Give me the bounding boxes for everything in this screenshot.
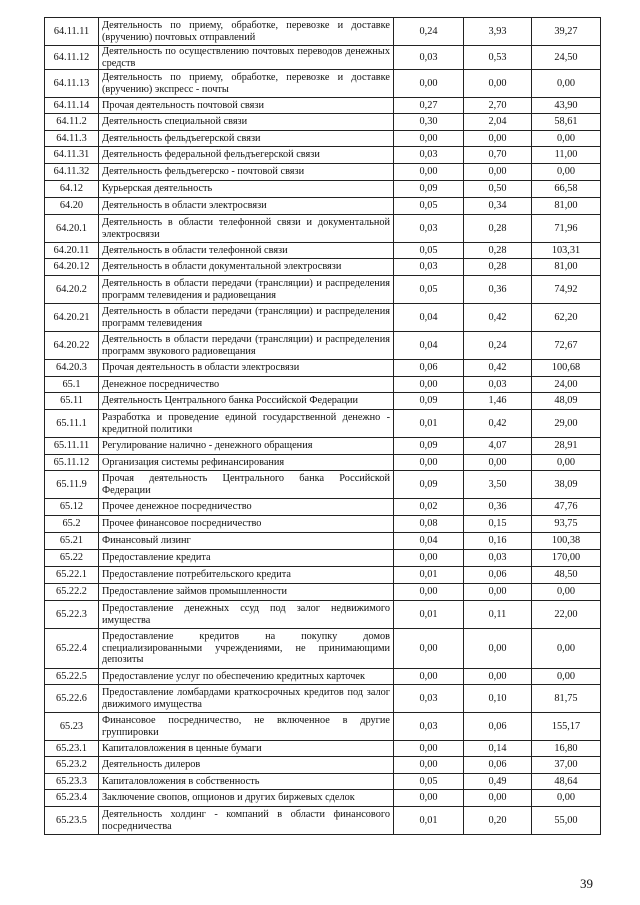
value-1-cell: 0,04 bbox=[394, 332, 464, 360]
activity-code-cell: 64.20.12 bbox=[45, 259, 99, 276]
activity-code-cell: 64.20 bbox=[45, 198, 99, 215]
activity-code-cell: 64.11.2 bbox=[45, 114, 99, 131]
activity-code-cell: 64.11.31 bbox=[45, 147, 99, 164]
table-row bbox=[45, 377, 601, 393]
activity-code-cell: 65.22.5 bbox=[45, 669, 99, 685]
table-row bbox=[45, 757, 601, 774]
activity-code-cell: 65.23.3 bbox=[45, 774, 99, 790]
value-1-cell: 0,03 bbox=[394, 713, 464, 741]
value-1-cell: 0,00 bbox=[394, 584, 464, 601]
activity-name-cell: Деятельность в области телефонной связи и документальной электросвязи bbox=[99, 215, 394, 243]
activity-name-cell: Денежное посредничество bbox=[99, 377, 394, 393]
activity-name-cell: Деятельность по осуществлению почтовых переводов денежных средств bbox=[99, 46, 394, 70]
activity-name-cell: Деятельность в области телефонной связи bbox=[99, 243, 394, 259]
table-row bbox=[45, 629, 601, 669]
value-3-cell: 48,09 bbox=[532, 393, 601, 410]
table-row bbox=[45, 774, 601, 790]
value-2-cell: 0,20 bbox=[464, 807, 532, 835]
value-2-cell: 0,53 bbox=[464, 46, 532, 70]
activity-code-cell: 65.11 bbox=[45, 393, 99, 410]
activity-code-cell: 65.23.2 bbox=[45, 757, 99, 774]
activity-code-cell: 65.1 bbox=[45, 377, 99, 393]
activity-name-cell: Деятельность в области передачи (трансляции) и распределения программ телевидения и радиовещания bbox=[99, 276, 394, 304]
activity-code-cell: 65.11.12 bbox=[45, 455, 99, 471]
value-2-cell: 0,16 bbox=[464, 533, 532, 550]
value-1-cell: 0,00 bbox=[394, 790, 464, 807]
value-2-cell: 0,24 bbox=[464, 332, 532, 360]
activity-name-cell: Курьерская деятельность bbox=[99, 181, 394, 198]
table-row bbox=[45, 243, 601, 259]
value-3-cell: 72,67 bbox=[532, 332, 601, 360]
value-2-cell: 0,10 bbox=[464, 685, 532, 713]
table-row bbox=[45, 713, 601, 741]
value-1-cell: 0,03 bbox=[394, 259, 464, 276]
activity-name-cell: Предоставление потребительского кредита bbox=[99, 567, 394, 584]
activity-name-cell: Предоставление услуг по обеспечению кредитных карточек bbox=[99, 669, 394, 685]
value-2-cell: 0,03 bbox=[464, 377, 532, 393]
activity-name-cell: Деятельность фельдъегерско - почтовой связи bbox=[99, 164, 394, 181]
table-row bbox=[45, 584, 601, 601]
value-3-cell: 0,00 bbox=[532, 669, 601, 685]
value-3-cell: 47,76 bbox=[532, 499, 601, 516]
activity-code-cell: 65.23 bbox=[45, 713, 99, 741]
value-2-cell: 0,06 bbox=[464, 567, 532, 584]
activity-name-cell: Капиталовложения в ценные бумаги bbox=[99, 741, 394, 757]
value-2-cell: 0,42 bbox=[464, 410, 532, 438]
value-2-cell: 0,00 bbox=[464, 70, 532, 98]
value-3-cell: 58,61 bbox=[532, 114, 601, 131]
activity-code-cell: 65.23.1 bbox=[45, 741, 99, 757]
value-1-cell: 0,00 bbox=[394, 741, 464, 757]
activity-code-cell: 65.22.6 bbox=[45, 685, 99, 713]
value-3-cell: 74,92 bbox=[532, 276, 601, 304]
value-3-cell: 93,75 bbox=[532, 516, 601, 533]
value-3-cell: 0,00 bbox=[532, 131, 601, 147]
value-1-cell: 0,00 bbox=[394, 669, 464, 685]
value-3-cell: 24,00 bbox=[532, 377, 601, 393]
table-row bbox=[45, 70, 601, 98]
value-1-cell: 0,01 bbox=[394, 410, 464, 438]
activity-code-cell: 64.20.22 bbox=[45, 332, 99, 360]
value-3-cell: 28,91 bbox=[532, 438, 601, 455]
activity-code-cell: 65.22.2 bbox=[45, 584, 99, 601]
value-2-cell: 0,36 bbox=[464, 276, 532, 304]
value-3-cell: 81,00 bbox=[532, 259, 601, 276]
value-2-cell: 0,00 bbox=[464, 584, 532, 601]
value-1-cell: 0,30 bbox=[394, 114, 464, 131]
value-3-cell: 81,75 bbox=[532, 685, 601, 713]
value-2-cell: 2,04 bbox=[464, 114, 532, 131]
value-3-cell: 55,00 bbox=[532, 807, 601, 835]
table-row bbox=[45, 550, 601, 567]
value-3-cell: 43,90 bbox=[532, 98, 601, 114]
value-3-cell: 155,17 bbox=[532, 713, 601, 741]
activity-code-cell: 64.11.11 bbox=[45, 18, 99, 46]
value-1-cell: 0,02 bbox=[394, 499, 464, 516]
activity-name-cell: Предоставление денежных ссуд под залог недвижимого имущества bbox=[99, 601, 394, 629]
activity-code-cell: 64.20.3 bbox=[45, 360, 99, 377]
value-2-cell: 0,28 bbox=[464, 243, 532, 259]
value-2-cell: 0,28 bbox=[464, 259, 532, 276]
value-1-cell: 0,06 bbox=[394, 360, 464, 377]
value-3-cell: 24,50 bbox=[532, 46, 601, 70]
table-row bbox=[45, 669, 601, 685]
activity-code-cell: 65.12 bbox=[45, 499, 99, 516]
activity-name-cell: Деятельность в области документальной электросвязи bbox=[99, 259, 394, 276]
value-2-cell: 0,00 bbox=[464, 669, 532, 685]
value-1-cell: 0,04 bbox=[394, 304, 464, 332]
value-2-cell: 4,07 bbox=[464, 438, 532, 455]
activity-name-cell: Деятельность Центрального банка Российской Федерации bbox=[99, 393, 394, 410]
value-1-cell: 0,05 bbox=[394, 276, 464, 304]
value-1-cell: 0,03 bbox=[394, 147, 464, 164]
value-3-cell: 37,00 bbox=[532, 757, 601, 774]
value-1-cell: 0,09 bbox=[394, 471, 464, 499]
value-1-cell: 0,05 bbox=[394, 198, 464, 215]
value-3-cell: 0,00 bbox=[532, 629, 601, 669]
page-number: 39 bbox=[580, 876, 593, 891]
table-row bbox=[45, 567, 601, 584]
value-1-cell: 0,27 bbox=[394, 98, 464, 114]
activity-name-cell: Деятельность по приему, обработке, перевозке и доставке (вручению) почтовых отправлений bbox=[99, 18, 394, 46]
value-3-cell: 11,00 bbox=[532, 147, 601, 164]
value-2-cell: 0,50 bbox=[464, 181, 532, 198]
activity-code-cell: 64.20.2 bbox=[45, 276, 99, 304]
table-body bbox=[45, 18, 601, 835]
value-3-cell: 170,00 bbox=[532, 550, 601, 567]
activity-name-cell: Деятельность в области электросвязи bbox=[99, 198, 394, 215]
value-3-cell: 48,50 bbox=[532, 567, 601, 584]
value-3-cell: 81,00 bbox=[532, 198, 601, 215]
value-2-cell: 0,28 bbox=[464, 215, 532, 243]
activity-code-cell: 64.20.1 bbox=[45, 215, 99, 243]
activity-code-cell: 65.22.4 bbox=[45, 629, 99, 669]
value-2-cell: 0,00 bbox=[464, 131, 532, 147]
value-2-cell: 0,11 bbox=[464, 601, 532, 629]
value-1-cell: 0,08 bbox=[394, 516, 464, 533]
activity-code-cell: 64.11.13 bbox=[45, 70, 99, 98]
value-3-cell: 103,31 bbox=[532, 243, 601, 259]
value-2-cell: 0,00 bbox=[464, 164, 532, 181]
activity-code-cell: 65.23.4 bbox=[45, 790, 99, 807]
value-2-cell: 0,36 bbox=[464, 499, 532, 516]
activity-name-cell: Прочее денежное посредничество bbox=[99, 499, 394, 516]
activity-code-cell: 64.12 bbox=[45, 181, 99, 198]
activity-name-cell: Предоставление займов промышленности bbox=[99, 584, 394, 601]
value-2-cell: 0,06 bbox=[464, 757, 532, 774]
activity-code-cell: 64.11.14 bbox=[45, 98, 99, 114]
table-row bbox=[45, 533, 601, 550]
value-1-cell: 0,03 bbox=[394, 46, 464, 70]
value-3-cell: 0,00 bbox=[532, 70, 601, 98]
value-2-cell: 0,06 bbox=[464, 713, 532, 741]
table-row bbox=[45, 516, 601, 533]
activity-name-cell: Финансовый лизинг bbox=[99, 533, 394, 550]
value-3-cell: 0,00 bbox=[532, 164, 601, 181]
activity-name-cell: Капиталовложения в собственность bbox=[99, 774, 394, 790]
value-3-cell: 0,00 bbox=[532, 790, 601, 807]
activity-name-cell: Прочая деятельность в области электросвязи bbox=[99, 360, 394, 377]
value-3-cell: 66,58 bbox=[532, 181, 601, 198]
value-2-cell: 0,14 bbox=[464, 741, 532, 757]
value-3-cell: 39,27 bbox=[532, 18, 601, 46]
activity-name-cell: Заключение свопов, опционов и других биржевых сделок bbox=[99, 790, 394, 807]
table-row bbox=[45, 259, 601, 276]
activity-name-cell: Финансовое посредничество, не включенное в другие группировки bbox=[99, 713, 394, 741]
table-row bbox=[45, 147, 601, 164]
value-2-cell: 1,46 bbox=[464, 393, 532, 410]
table-row bbox=[45, 215, 601, 243]
activity-name-cell: Предоставление ломбардами краткосрочных кредитов под залог движимого имущества bbox=[99, 685, 394, 713]
activity-name-cell: Деятельность по приему, обработке, перевозке и доставке (вручению) экспресс - почты bbox=[99, 70, 394, 98]
activity-name-cell: Разработка и проведение единой государственной денежно - кредитной политики bbox=[99, 410, 394, 438]
value-3-cell: 38,09 bbox=[532, 471, 601, 499]
table-row bbox=[45, 410, 601, 438]
value-2-cell: 0,00 bbox=[464, 790, 532, 807]
table-row bbox=[45, 332, 601, 360]
value-3-cell: 16,80 bbox=[532, 741, 601, 757]
activity-code-cell: 65.11.9 bbox=[45, 471, 99, 499]
activity-code-cell: 64.20.21 bbox=[45, 304, 99, 332]
activity-name-cell: Предоставление кредита bbox=[99, 550, 394, 567]
value-1-cell: 0,24 bbox=[394, 18, 464, 46]
value-2-cell: 0,42 bbox=[464, 304, 532, 332]
value-3-cell: 48,64 bbox=[532, 774, 601, 790]
value-2-cell: 0,15 bbox=[464, 516, 532, 533]
table-row bbox=[45, 114, 601, 131]
activity-name-cell: Деятельность холдинг - компаний в области финансового посредничества bbox=[99, 807, 394, 835]
value-1-cell: 0,00 bbox=[394, 70, 464, 98]
activity-name-cell: Деятельность специальной связи bbox=[99, 114, 394, 131]
table-row bbox=[45, 685, 601, 713]
activity-code-cell: 64.11.32 bbox=[45, 164, 99, 181]
value-1-cell: 0,05 bbox=[394, 243, 464, 259]
activity-name-cell: Деятельность дилеров bbox=[99, 757, 394, 774]
value-1-cell: 0,04 bbox=[394, 533, 464, 550]
value-3-cell: 100,38 bbox=[532, 533, 601, 550]
activity-code-cell: 65.11.11 bbox=[45, 438, 99, 455]
activity-code-cell: 64.20.11 bbox=[45, 243, 99, 259]
activity-code-cell: 65.21 bbox=[45, 533, 99, 550]
activity-name-cell: Прочее финансовое посредничество bbox=[99, 516, 394, 533]
value-2-cell: 0,49 bbox=[464, 774, 532, 790]
table-row bbox=[45, 807, 601, 835]
value-2-cell: 0,70 bbox=[464, 147, 532, 164]
table-row bbox=[45, 131, 601, 147]
activity-code-cell: 64.11.3 bbox=[45, 131, 99, 147]
value-2-cell: 3,93 bbox=[464, 18, 532, 46]
value-3-cell: 0,00 bbox=[532, 584, 601, 601]
value-1-cell: 0,00 bbox=[394, 164, 464, 181]
value-1-cell: 0,00 bbox=[394, 131, 464, 147]
value-1-cell: 0,01 bbox=[394, 807, 464, 835]
value-1-cell: 0,03 bbox=[394, 685, 464, 713]
activity-name-cell: Организация системы рефинансирования bbox=[99, 455, 394, 471]
table-row bbox=[45, 18, 601, 46]
value-2-cell: 2,70 bbox=[464, 98, 532, 114]
value-1-cell: 0,05 bbox=[394, 774, 464, 790]
table-row bbox=[45, 304, 601, 332]
value-3-cell: 100,68 bbox=[532, 360, 601, 377]
value-2-cell: 0,00 bbox=[464, 455, 532, 471]
table-row bbox=[45, 601, 601, 629]
value-1-cell: 0,09 bbox=[394, 181, 464, 198]
table-row bbox=[45, 790, 601, 807]
activity-code-cell: 65.22 bbox=[45, 550, 99, 567]
table-row bbox=[45, 164, 601, 181]
table-row bbox=[45, 438, 601, 455]
value-2-cell: 0,42 bbox=[464, 360, 532, 377]
table-row bbox=[45, 98, 601, 114]
activity-code-cell: 65.22.3 bbox=[45, 601, 99, 629]
table-row bbox=[45, 455, 601, 471]
value-1-cell: 0,09 bbox=[394, 393, 464, 410]
activity-name-cell: Прочая деятельность почтовой связи bbox=[99, 98, 394, 114]
activity-code-cell: 64.11.12 bbox=[45, 46, 99, 70]
activity-code-cell: 65.2 bbox=[45, 516, 99, 533]
table-row bbox=[45, 46, 601, 70]
value-3-cell: 71,96 bbox=[532, 215, 601, 243]
activity-code-cell: 65.23.5 bbox=[45, 807, 99, 835]
table-row bbox=[45, 471, 601, 499]
value-1-cell: 0,00 bbox=[394, 550, 464, 567]
activity-code-cell: 65.22.1 bbox=[45, 567, 99, 584]
table-row bbox=[45, 741, 601, 757]
activity-name-cell: Деятельность в области передачи (трансляции) и распределения программ звукового радиовещания bbox=[99, 332, 394, 360]
value-3-cell: 22,00 bbox=[532, 601, 601, 629]
table-row bbox=[45, 276, 601, 304]
value-1-cell: 0,01 bbox=[394, 601, 464, 629]
value-3-cell: 0,00 bbox=[532, 455, 601, 471]
table-row bbox=[45, 499, 601, 516]
table-row bbox=[45, 198, 601, 215]
value-2-cell: 3,50 bbox=[464, 471, 532, 499]
value-1-cell: 0,00 bbox=[394, 629, 464, 669]
activity-name-cell: Деятельность федеральной фельдъегерской связи bbox=[99, 147, 394, 164]
activity-name-cell: Деятельность фельдъегерской связи bbox=[99, 131, 394, 147]
value-1-cell: 0,01 bbox=[394, 567, 464, 584]
value-2-cell: 0,00 bbox=[464, 629, 532, 669]
activity-name-cell: Предоставление кредитов на покупку домов специализированными учреждениями, не принимающими депозиты bbox=[99, 629, 394, 669]
value-1-cell: 0,00 bbox=[394, 757, 464, 774]
activity-name-cell: Регулирование налично - денежного обращения bbox=[99, 438, 394, 455]
table-row bbox=[45, 393, 601, 410]
activity-rates-table bbox=[44, 17, 601, 835]
value-2-cell: 0,03 bbox=[464, 550, 532, 567]
value-3-cell: 62,20 bbox=[532, 304, 601, 332]
value-2-cell: 0,34 bbox=[464, 198, 532, 215]
activity-name-cell: Прочая деятельность Центрального банка Российской Федерации bbox=[99, 471, 394, 499]
value-1-cell: 0,00 bbox=[394, 455, 464, 471]
value-3-cell: 29,00 bbox=[532, 410, 601, 438]
table-row bbox=[45, 360, 601, 377]
table-row bbox=[45, 181, 601, 198]
activity-name-cell: Деятельность в области передачи (трансляции) и распределения программ телевидения bbox=[99, 304, 394, 332]
value-1-cell: 0,09 bbox=[394, 438, 464, 455]
value-1-cell: 0,03 bbox=[394, 215, 464, 243]
value-1-cell: 0,00 bbox=[394, 377, 464, 393]
activity-code-cell: 65.11.1 bbox=[45, 410, 99, 438]
